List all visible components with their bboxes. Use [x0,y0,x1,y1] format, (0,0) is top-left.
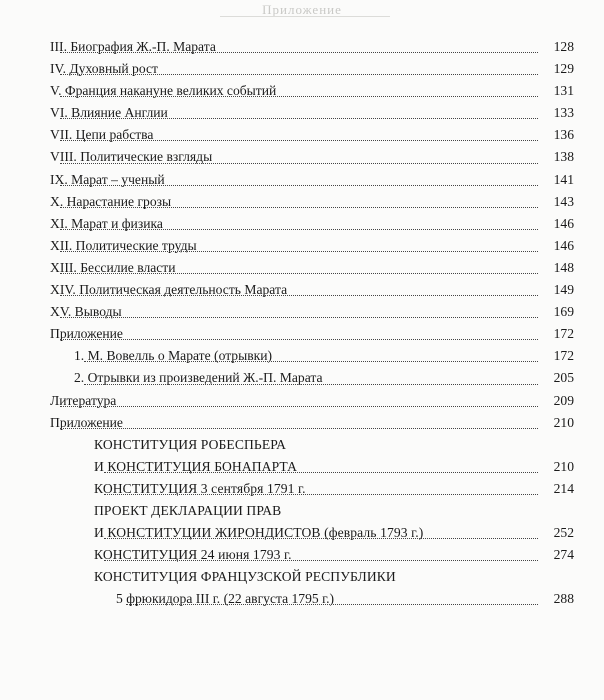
dot-leader [60,185,538,186]
toc-entry-title: XIV. Политическая деятельность Марата [50,279,290,301]
toc-entry-title: V. Франция накануне великих событий [50,80,279,102]
toc-entry [0,124,604,146]
dot-leader [104,538,538,539]
dot-leader [60,339,538,340]
dot-leader [60,118,538,119]
dot-leader [60,52,538,53]
dot-leader [60,295,538,296]
dot-leader [60,428,538,429]
toc-entry-title: VIII. Политические взгляды [50,146,215,168]
toc-entry-title: III. Биография Ж.-П. Марата [50,36,219,58]
dot-leader [60,96,538,97]
toc-entry-title: 1. М. Вовелль о Марате (отрывки) [74,345,275,367]
toc-entry-title: КОНСТИТУЦИЯ ФРАНЦУЗСКОЙ РЕСПУБЛИКИ [94,566,399,588]
toc-entry-page: 274 [540,544,574,566]
dot-leader [104,494,538,495]
toc-entry-page: 138 [540,146,574,168]
toc-entry [0,146,604,168]
dot-leader [60,251,538,252]
toc-entry-title: XI. Марат и физика [50,213,166,235]
toc-entry [0,301,604,323]
dot-leader [60,273,538,274]
show-through-rule [220,16,390,27]
toc-entry [0,323,604,345]
toc-entry-title: XII. Политические труды [50,235,200,257]
dot-leader [60,406,538,407]
toc-entry-title: ПРОЕКТ ДЕКЛАРАЦИИ ПРАВ [94,500,284,522]
toc-entry-page: 169 [540,301,574,323]
toc-entry-page: 128 [540,36,574,58]
toc-entry-title: КОНСТИТУЦИЯ 3 сентября 1791 г. [94,478,309,500]
toc-entry [0,345,604,367]
toc-entry [0,478,604,500]
toc-entry-title: КОНСТИТУЦИЯ РОБЕСПЬЕРА [94,434,289,456]
dot-leader [104,472,538,473]
dot-leader [60,229,538,230]
dot-leader [60,74,538,75]
toc-entry-page: 143 [540,191,574,213]
toc-entry [0,257,604,279]
toc-entry [0,235,604,257]
toc-entry-page: 252 [540,522,574,544]
dot-leader [104,560,538,561]
toc-entry-page: 146 [540,213,574,235]
toc-entry-page: 210 [540,456,574,478]
toc-entry-title: Литература [50,390,119,412]
toc-entry-title: 5 фрюкидора III г. (22 августа 1795 г.) [116,588,337,610]
toc-entry [0,390,604,412]
toc-entry-page: 148 [540,257,574,279]
toc-entry-page: 146 [540,235,574,257]
toc-entry-title: IV. Духовный рост [50,58,161,80]
dot-leader [84,384,538,385]
toc-entry [0,36,604,58]
toc-entry [0,169,604,191]
toc-entry-page: 141 [540,169,574,191]
toc-entry [0,279,604,301]
toc-entry-page: 131 [540,80,574,102]
toc-entry [0,58,604,80]
toc-entry-title: И КОНСТИТУЦИИ ЖИРОНДИСТОВ (февраль 1793 г.) [94,522,426,544]
toc-entry-page: 133 [540,102,574,124]
running-head: Приложение [262,2,342,17]
toc-entry [0,367,604,389]
toc-entry-title: VI. Влияние Англии [50,102,171,124]
toc-entry [0,80,604,102]
dot-leader [126,604,538,605]
toc-entry-page: 136 [540,124,574,146]
toc-entry-title: XIII. Бессилие власти [50,257,179,279]
toc-entry [0,213,604,235]
toc-entry-page: 288 [540,588,574,610]
dot-leader [84,361,538,362]
toc-entry [0,500,604,522]
toc-entry-title: Приложение [50,323,126,345]
toc-entry-title: IX. Марат – ученый [50,169,168,191]
toc-entry-page: 214 [540,478,574,500]
toc-entry-page: 172 [540,345,574,367]
toc-entry-page: 129 [540,58,574,80]
toc-entry-title: X. Нарастание грозы [50,191,174,213]
dot-leader [60,207,538,208]
toc-entry [0,102,604,124]
toc-entry-title: КОНСТИТУЦИЯ 24 июня 1793 г. [94,544,295,566]
toc-entry-title: Приложение [50,412,126,434]
toc-entry-page: 172 [540,323,574,345]
table-of-contents [0,36,604,610]
toc-entry-page: 149 [540,279,574,301]
toc-entry-page: 209 [540,390,574,412]
toc-entry [0,544,604,566]
dot-leader [60,140,538,141]
toc-entry [0,434,604,456]
toc-entry [0,522,604,544]
toc-entry [0,191,604,213]
dot-leader [60,163,538,164]
toc-entry-page: 210 [540,412,574,434]
toc-entry-title: И КОНСТИТУЦИЯ БОНАПАРТА [94,456,300,478]
toc-entry [0,566,604,588]
toc-entry-title: VII. Цепи рабства [50,124,156,146]
dot-leader [60,317,538,318]
toc-entry-title: XV. Выводы [50,301,125,323]
toc-entry [0,412,604,434]
toc-entry [0,588,604,610]
toc-entry [0,456,604,478]
toc-entry-page: 205 [540,367,574,389]
toc-entry-title: 2. Отрывки из произведений Ж.-П. Марата [74,367,326,389]
